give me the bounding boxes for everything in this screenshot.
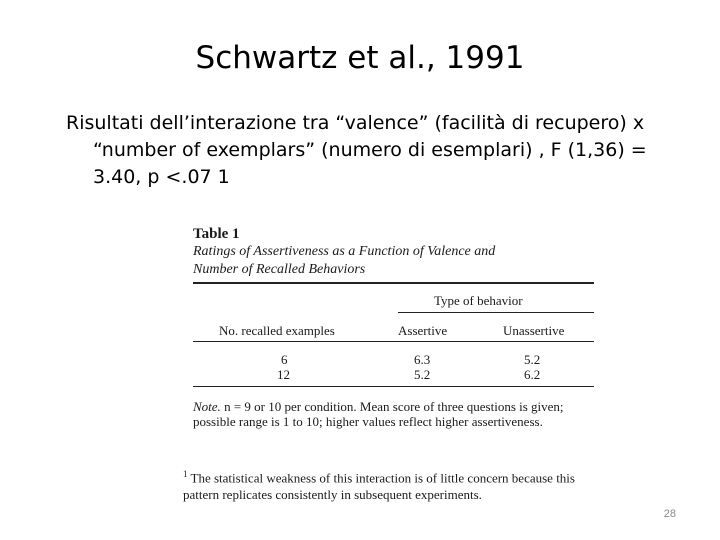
table-caption-line-1: Ratings of Assertiveness as a Function of Valence and (193, 244, 496, 259)
slide-body-text (66, 110, 666, 191)
page-number: 28 (663, 508, 676, 520)
table-top-rule (193, 282, 594, 284)
body-line-2: “number of exemplars” (numero di esemplari) , F (1,36) = (93, 139, 647, 161)
table-cell: 5.2 (524, 352, 541, 367)
table-note (193, 399, 603, 429)
table-group-rule (398, 312, 594, 313)
footnote-text: The statistical weakness of this interaction is of little concern because this pattern replicates consistently in subsequent experiments. (183, 470, 575, 503)
body-line-3: 3.40, p <.07 1 (93, 166, 230, 188)
table-cell: 12 (277, 367, 290, 382)
table-cell: 6.3 (414, 352, 431, 367)
table-note-label: Note. (193, 399, 221, 414)
table-column-header: No. recalled examples (219, 323, 335, 338)
body-line-1: Risultati dell’interazione tra “valence” (facilità di recupero) x (66, 112, 645, 134)
table-bottom-rule (193, 386, 594, 387)
table-caption-line-2: Number of Recalled Behaviors (193, 262, 366, 277)
slide-title: Schwartz et al., 1991 (195, 40, 525, 76)
table-cell: 6.2 (524, 367, 541, 382)
table-header-rule (193, 341, 594, 342)
table-footnote (183, 466, 603, 503)
table-group-header: Type of behavior (434, 293, 523, 308)
table-cell: 6 (281, 352, 288, 367)
table-column-header: Assertive (398, 323, 448, 338)
footnote-marker: 1 (183, 469, 188, 479)
table-note-text: n = 9 or 10 per condition. Mean score of three questions is given; possible range is 1 to 10; higher values reflect higher assertiveness. (193, 399, 564, 429)
table-cell: 5.2 (414, 367, 431, 382)
table-column-header: Unassertive (503, 323, 565, 338)
table-label: Table 1 (193, 226, 240, 242)
